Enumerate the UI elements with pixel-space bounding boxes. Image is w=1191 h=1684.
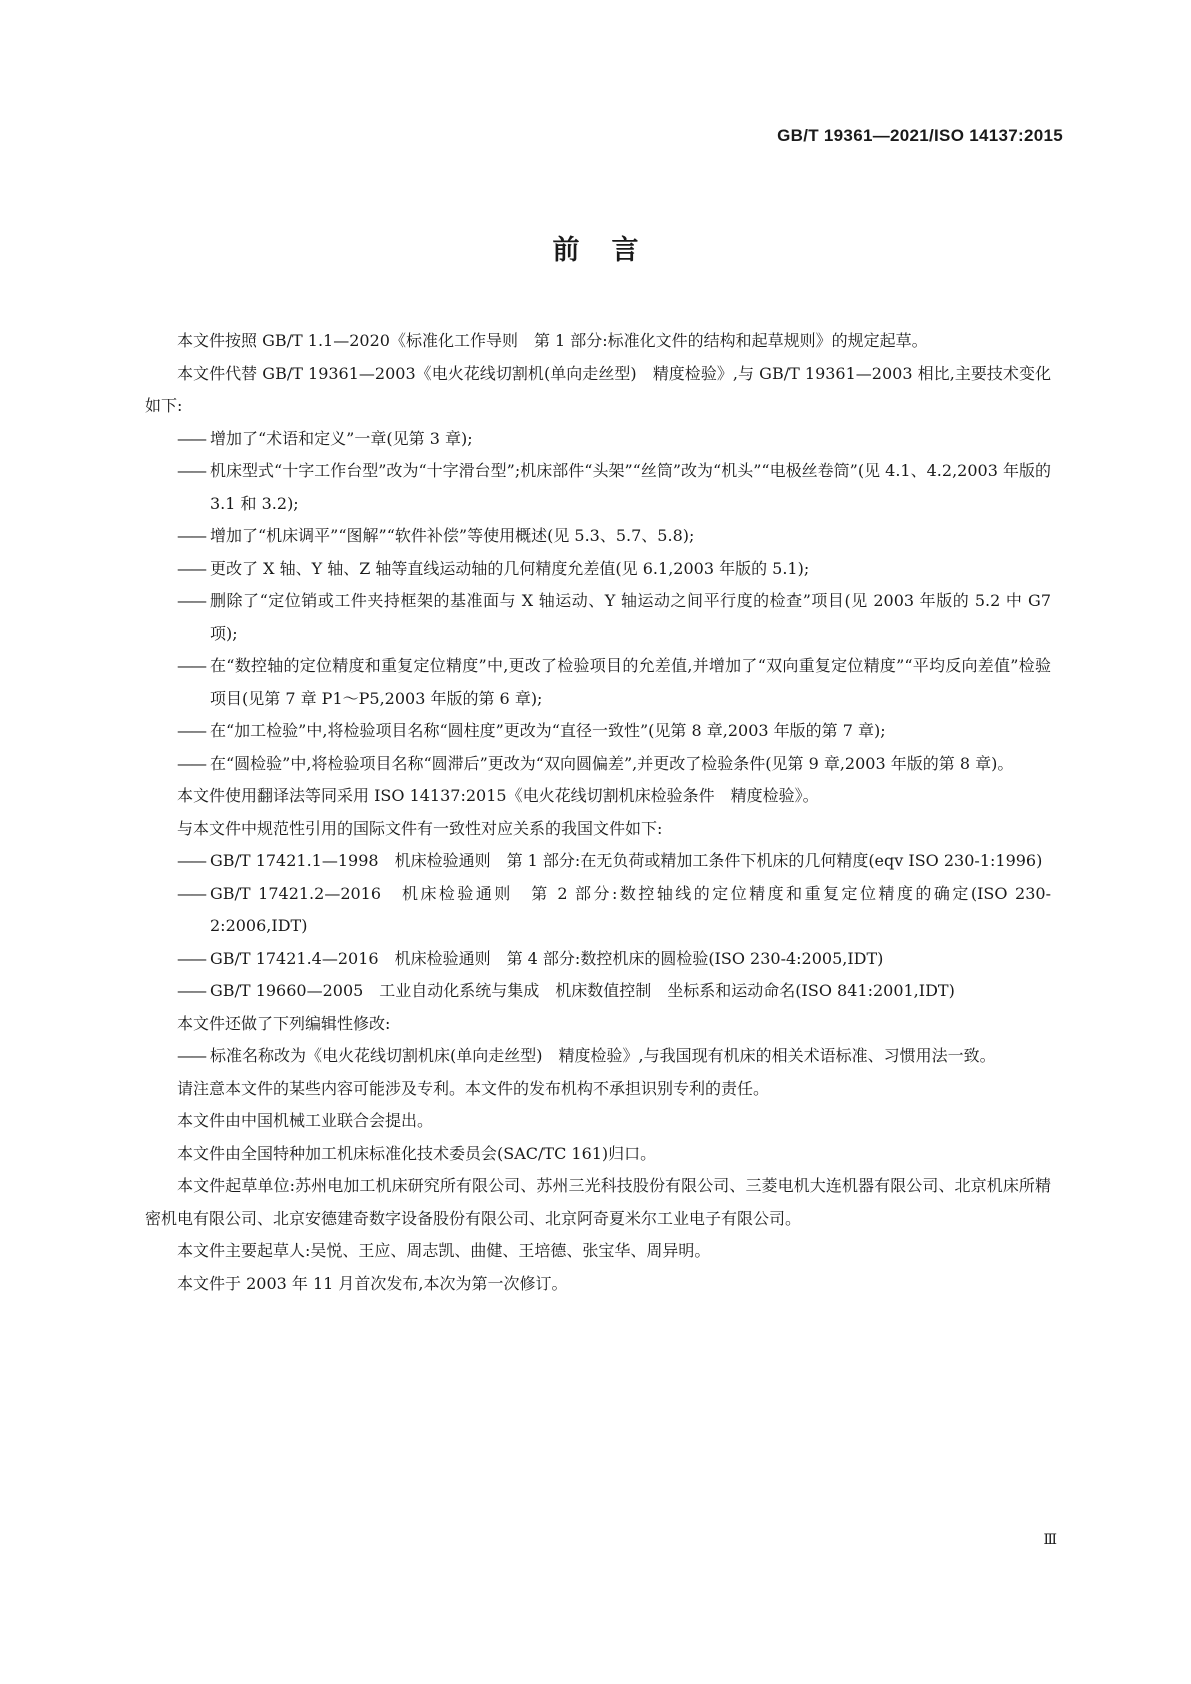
page-number: Ⅲ bbox=[1043, 1532, 1057, 1548]
paragraph-replaces: 本文件代替 GB/T 19361—2003《电火花线切割机(单向走丝型) 精度检验》,与 GB/T 19361—2003 相比,主要技术变化如下: bbox=[145, 363, 1051, 415]
dash-marker: —— bbox=[177, 558, 205, 578]
dash-marker: —— bbox=[177, 461, 205, 480]
paragraph-proposer: 本文件由中国机械工业联合会提出。 bbox=[177, 1111, 434, 1130]
change-item bbox=[145, 748, 1051, 781]
paragraph-patent-notice: 请注意本文件的某些内容可能涉及专利。本文件的发布机构不承担识别专利的责任。 bbox=[177, 1078, 770, 1098]
change-item-text: 更改了 X 轴、Y 轴、Z 轴等直线运动轴的几何精度允差值(见 6.1,2003 年版的 5.1); bbox=[210, 558, 810, 578]
reference-item bbox=[145, 975, 1051, 1008]
standard-code: GB/T 19361—2021/ISO 14137:2015 bbox=[777, 126, 1063, 145]
dash-marker: —— bbox=[177, 753, 205, 773]
change-item-text: 在“数控轴的定位精度和重复定位精度”中,更改了检验项目的允差值,并增加了“双向重复定位精度”“平均反向差值”检验项目(见第 7 章 P1～P5,2003 年版的第 6 章); bbox=[210, 656, 1051, 708]
change-item-text: 删除了“定位销或工件夹持框架的基准面与 X 轴运动、Y 轴运动之间平行度的检查”项目(见 2003 年版的 5.2 中 G7 项); bbox=[210, 591, 1051, 643]
change-item-text: 机床型式“十字工作台型”改为“十字滑台型”;机床部件“头架”“丝筒”改为“机头”“电极丝卷筒”(见 4.1、4.2,2003 年版的 3.1 和 3.2); bbox=[210, 461, 1051, 513]
change-item bbox=[145, 715, 1051, 748]
dash-marker: —— bbox=[177, 591, 205, 610]
reference-item-text: GB/T 19660—2005 工业自动化系统与集成 机床数值控制 坐标系和运动命名(ISO 841:2001,IDT) bbox=[210, 981, 955, 1000]
dash-marker: —— bbox=[177, 883, 205, 903]
reference-item bbox=[145, 845, 1051, 878]
paragraph-drafters: 本文件主要起草人:吴悦、王应、周志凯、曲健、王培德、张宝华、周异明。 bbox=[177, 1241, 711, 1260]
dash-marker: —— bbox=[177, 981, 205, 1000]
paragraph-history: 本文件于 2003 年 11 月首次发布,本次为第一次修订。 bbox=[177, 1273, 568, 1293]
document-body bbox=[145, 325, 1051, 1300]
reference-item-text: GB/T 17421.2—2016 机床检验通则 第 2 部分:数控轴线的定位精度和重复定位精度的确定(ISO 230-2:2006,IDT) bbox=[210, 883, 1051, 935]
change-item-text: 在“加工检验”中,将检验项目名称“圆柱度”更改为“直径一致性”(见第 8 章,2003 年版的第 7 章); bbox=[210, 721, 886, 740]
change-item bbox=[145, 423, 1051, 456]
dash-marker: —— bbox=[177, 851, 205, 870]
paragraph-adoption: 本文件使用翻译法等同采用 ISO 14137:2015《电火花线切割机床检验条件 精度检验》。 bbox=[177, 786, 819, 805]
change-item bbox=[145, 650, 1051, 715]
editorial-item bbox=[145, 1040, 1051, 1073]
reference-item bbox=[145, 878, 1051, 943]
change-item-text: 增加了“机床调平”“图解”“软件补偿”等使用概述(见 5.3、5.7、5.8); bbox=[210, 526, 695, 545]
reference-item-text: GB/T 17421.1—1998 机床检验通则 第 1 部分:在无负荷或精加工条件下机床的几何精度(eqv ISO 230-1:1996) bbox=[210, 851, 1043, 870]
dash-marker: —— bbox=[177, 526, 205, 545]
paragraph-references-intro: 与本文件中规范性引用的国际文件有一致性对应关系的我国文件如下: bbox=[177, 818, 663, 838]
change-item bbox=[145, 585, 1051, 650]
reference-item bbox=[145, 943, 1051, 976]
paragraph-drafting-rules: 本文件按照 GB/T 1.1—2020《标准化工作导则 第 1 部分:标准化文件的结构和起草规则》的规定起草。 bbox=[177, 331, 928, 350]
reference-item-text: GB/T 17421.4—2016 机床检验通则 第 4 部分:数控机床的圆检验(ISO 230-4:2005,IDT) bbox=[210, 948, 884, 968]
paragraph-editorial-intro: 本文件还做了下列编辑性修改: bbox=[177, 1013, 391, 1033]
page-title: 前言 bbox=[552, 235, 671, 266]
dash-marker: —— bbox=[177, 721, 205, 740]
change-item-text: 在“圆检验”中,将检验项目名称“圆滞后”更改为“双向圆偏差”,并更改了检验条件(见第 9 章,2003 年版的第 8 章)。 bbox=[210, 753, 1014, 773]
change-item bbox=[145, 553, 1051, 586]
paragraph-committee: 本文件由全国特种加工机床标准化技术委员会(SAC/TC 161)归口。 bbox=[177, 1143, 657, 1163]
dash-marker: —— bbox=[177, 428, 205, 448]
dash-marker: —— bbox=[177, 948, 205, 968]
editorial-item-text: 标准名称改为《电火花线切割机床(单向走丝型) 精度检验》,与我国现有机床的相关术语标准、习惯用法一致。 bbox=[210, 1046, 996, 1065]
dash-marker: —— bbox=[177, 1046, 205, 1065]
dash-marker: —— bbox=[177, 656, 205, 675]
change-item bbox=[145, 455, 1051, 520]
paragraph-drafting-units: 本文件起草单位:苏州电加工机床研究所有限公司、苏州三光科技股份有限公司、三菱电机大连机器有限公司、北京机床所精密机电有限公司、北京安德建奇数字设备股份有限公司、北京阿奇夏米尔工业电子有限公司。 bbox=[145, 1176, 1051, 1228]
change-item bbox=[145, 520, 1051, 553]
change-item-text: 增加了“术语和定义”一章(见第 3 章); bbox=[210, 428, 473, 448]
